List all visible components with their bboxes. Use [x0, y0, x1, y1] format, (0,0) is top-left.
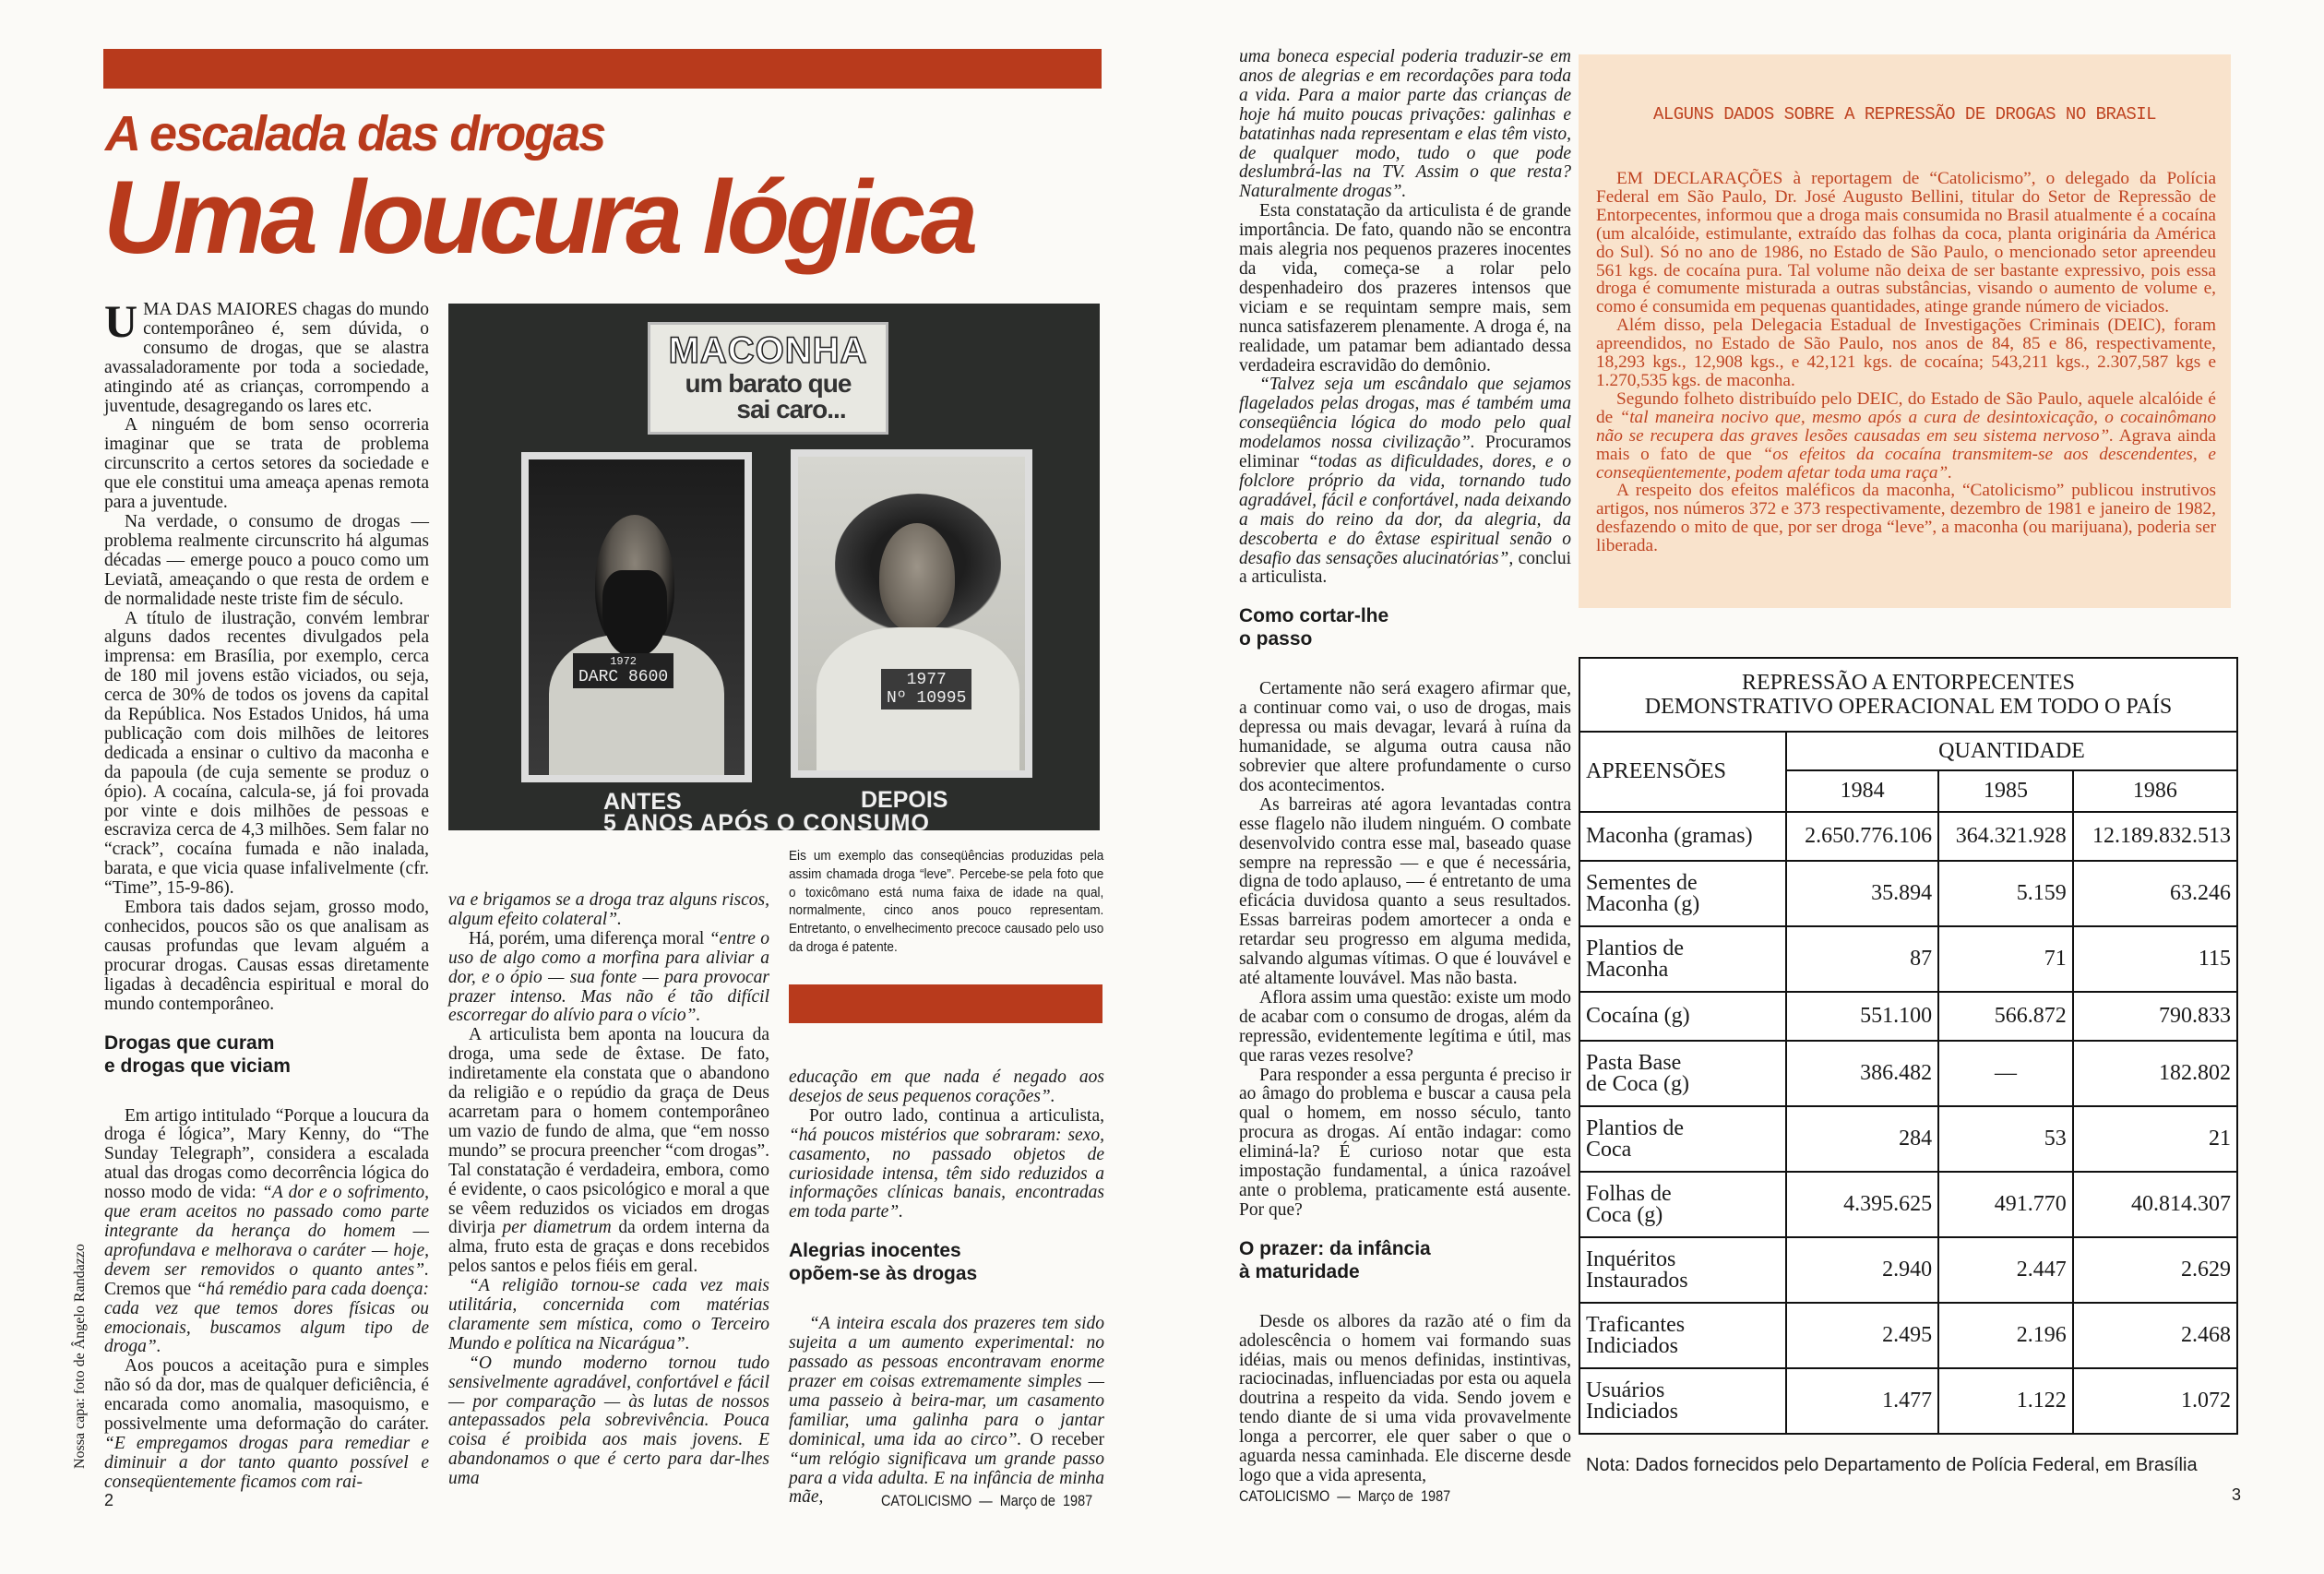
paragraph [104, 1357, 429, 1492]
table-row [1579, 1303, 2237, 1368]
table-row [1579, 992, 2237, 1041]
row-label [1579, 861, 1786, 926]
row-label-line: Pasta Base [1586, 1050, 1682, 1075]
paragraph [448, 930, 769, 1027]
placard-before [573, 653, 673, 688]
paragraph [104, 1107, 429, 1358]
italic-text: “O mundo moderno tornou tudo sensivelmente agradável, confortável e fácil — por comparação — às lutas de nossos antepassados pela sobrevivência. Pouca coisa é proibida aos mais jovens. E abandonamos o que é certo para dar-lhes uma [448, 1353, 769, 1489]
text: O receber [1021, 1429, 1104, 1449]
row-label-line: Coca [1586, 1137, 1632, 1162]
label-after: DEPOIS [861, 787, 948, 813]
italic-text: “A religião tornou-se cada vez mais utilitária, concernida com matérias claramente sem mística, como o Terceiro Mundo e política na Nicarágua”. [448, 1276, 769, 1353]
photo-sign [648, 322, 888, 435]
paragraph [448, 1026, 769, 1277]
cell-value: 551.100 [1786, 992, 1938, 1041]
text: Segundo folheto distribuído pelo DEIC, do Estado de São Paulo, aquele alcalóide é de [1596, 388, 2216, 427]
table-title-line-1: REPRESSÃO A ENTORPECENTES [1742, 671, 2075, 695]
cell-value: 2.650.776.106 [1786, 812, 1938, 861]
text: Drogas que curam [104, 1031, 275, 1054]
page-number-right: 3 [2232, 1485, 2242, 1504]
row-label [1579, 1368, 1786, 1434]
row-label-line: Folhas de [1586, 1181, 1672, 1206]
cell-value: 40.814.307 [2073, 1172, 2237, 1237]
paragraph [789, 1068, 1104, 1107]
table-row [1579, 1041, 2237, 1106]
paragraph [104, 513, 429, 610]
italic-text: “os efeitos da cocaína transmitem-se aos descendentes, e conseqüentemente, podem afetar toda uma raça”. [1596, 444, 2216, 483]
section-heading [104, 1031, 429, 1078]
photo-before-after [448, 304, 1100, 830]
paragraph [1239, 48, 1571, 202]
text: EM DECLARAÇÕES à reportagem de “Catolicismo”, o delegado da Polícia Federal em São Paulo, Dr. José Augusto Bellini, titular do Setor de Repressão de Entorpecentes, informou que a droga mais consumida no Brasil atualmente é a cocaína (um alcalóide, estimulante, extraído das folhas da coca, planta originária da América do Sul). Só no ano de 1986, no Estado de São Paulo, o mencionado setor apreendeu 561 kgs. de cocaína pura. Tal volume não deixa de ser bastante expressivo, pois essa droga é comumente misturada a outras substâncias, visando o aumento de volume e, como é consumida em pequenas quantidades, atinge grande número de viciados. [1596, 169, 2216, 317]
row-label-line: Cocaína (g) [1586, 1004, 1690, 1028]
cell-value: — [1938, 1041, 2073, 1106]
cell-value: 364.321.928 [1938, 812, 2073, 861]
text: As barreiras até agora levantadas contra esse flagelo não iludem ninguém. O combate desenvolvido contra esse mal, baseado quase sempre na repressão — e que é necessária, digna de todo aplauso, — é entretanto de uma eficácia duvidosa quanto a seus resultados. Essas barreiras podem amortecer a onda e retardar seu progresso em alguma medida, salvando algumas vítimas. O que é louvável e até altamente louvável. Mas não basta. [1239, 794, 1571, 988]
cell-value: 2.447 [1938, 1237, 2073, 1303]
text: A articulista bem aponta na loucura da droga, uma sede de êxtase. De fato, indiretamente ela constata que o abandono da religião e o repúdio da graça de Deus acarretam para o homem contemporâneo um vazio de fundo de alma, que “em nosso mundo” se procura preencher “com drogas”. Tal constatação é verdadeira, embora, como é evidente, o caos psicológico e moral a que se vêem reduzidos os viciados em drogas divirja [448, 1025, 769, 1238]
paragraph [448, 1277, 769, 1354]
sidebar-paragraph [1596, 316, 2216, 390]
italic-text: “Talvez seja um escândalo que sejamos flagelados pelas drogas, mas é também uma conseqüência lógica do modo pelo qual modelamos nossa civilização”. [1239, 375, 1571, 453]
row-header: APREENSÕES [1579, 732, 1786, 812]
italic-text: “A inteira escala dos prazeres tem sido sujeita a um aumento experimental: no passado as pessoas encontravam enorme prazer em coisas extremamente simples — uma passeio à beira-mar, um casamento familiar, uma galinha para o jantar dominical, uma ida ao circo”. [789, 1314, 1104, 1449]
portrait-after [791, 449, 1032, 778]
text: conclui a articulista. [1239, 548, 1571, 588]
row-label-line: Instaurados [1586, 1268, 1688, 1293]
paragraph [1239, 989, 1571, 1067]
table-row [1579, 1106, 2237, 1172]
statistics-table-wrapper [1579, 657, 2238, 1476]
paragraph [104, 899, 429, 1014]
paragraph [448, 1354, 769, 1489]
article-title: Uma loucura lógica [103, 160, 974, 275]
article-kicker: A escalada das drogas [105, 106, 605, 161]
row-label [1579, 1237, 1786, 1303]
italic-text: per diametrum [502, 1218, 612, 1238]
text: Na verdade, o consumo de drogas — problema realmente circunscrito há algumas décadas — emerge pouco a pouco como um Leviatã, ameaçando o que resta de ordem e de normalidade neste triste fim de século. [104, 511, 429, 609]
cover-photo-credit: Nossa capa: foto de Ângelo Randazzo [72, 1244, 88, 1469]
italic-text: va e brigamos se a droga traz alguns riscos, algum efeito colateral”. [448, 890, 769, 929]
sidebar-box-title: ALGUNS DADOS SOBRE A REPRESSÃO DE DROGAS NO BRASIL [1652, 104, 2157, 125]
text: Como cortar-lhe [1239, 605, 1389, 627]
sign-line-2: sai caro... [736, 395, 846, 423]
row-label [1579, 812, 1786, 861]
table-row [1579, 1368, 2237, 1434]
cell-value: 790.833 [2073, 992, 2237, 1041]
row-label [1579, 1172, 1786, 1237]
placard-after-year: 1977 [906, 671, 947, 689]
cell-value: 2.196 [1938, 1303, 2073, 1368]
text: MA DAS MAIORES chagas do mundo contemporâneo é, sem dúvida, o consumo de drogas, que se alastra avassaladoramente por toda a sociedade, atingindo até as crianças, corrompendo a juventude, desagregando os lares etc. [104, 300, 429, 416]
sidebar-paragraph [1596, 482, 2216, 555]
text: Aflora assim uma questão: existe um modo de acabar com o consumo de drogas, além da repressão, evidentemente legítima e útil, mas que raras vezes resolve? [1239, 987, 1571, 1066]
sidebar-box [1579, 54, 2231, 608]
year-header: 1984 [1786, 770, 1938, 812]
paragraph [1239, 202, 1571, 376]
cell-value: 63.246 [2073, 861, 2237, 926]
row-label [1579, 926, 1786, 992]
sidebar-paragraph [1596, 170, 2216, 316]
column-right [1239, 48, 1571, 1486]
table-row [1579, 1237, 2237, 1303]
table-row [1579, 926, 2237, 992]
text: Esta constatação da articulista é de grande importância. De fato, quando não se encontra mais alegria nos pequenos prazeres inocentes da vida, começa-se a rolar pelo despenhadeiro dos prazeres intensos que viciam e se requintam sempre mais, sem nunca satisfazerem plenamente. A droga é, na realidade, um patamar bem adiantado dessa verdadeira escravidão do demônio. [1239, 201, 1571, 376]
sidebar-box-body [1596, 170, 2216, 555]
cell-value: 5.159 [1938, 861, 2073, 926]
paragraph [104, 295, 429, 416]
row-label-line: Sementes de [1586, 870, 1698, 895]
row-label-line: de Coca (g) [1586, 1071, 1689, 1096]
row-label-line: Indiciados [1586, 1333, 1678, 1358]
italic-text: “entre o uso de algo como a morfina para aliviar a dor, e o ópio — sua fonte — para provocar prazer intenso. Mas não é tão difícil escorregar do alívio para o vício”. [448, 928, 769, 1026]
row-label [1579, 1303, 1786, 1368]
text: Além disso, pela Delegacia Estadual de Investigações Criminais (DEIC), foram apreendidos, no Estado de São Paulo, nos anos de 84, 85 e 86, respectivamente, 18,293 kgs., 12,908 kgs., e 42,121 kgs. de cocaína; 543,211 kgs., 2.307,587 kgs e 1.270,535 kgs. de maconha. [1596, 316, 2216, 390]
text: Embora tais dados sejam, grosso modo, conhecidos, poucos são os que analisam as causas profundas que levam alguém a procurar drogas. Causas essas diretamente ligadas à decadência espiritual e moral do mundo contemporâneo. [104, 898, 429, 1014]
paragraph [104, 416, 429, 513]
table-row [1579, 812, 2237, 861]
table-title [1579, 658, 2237, 732]
cell-value: 12.189.832.513 [2073, 812, 2237, 861]
text: O prazer: da infância [1239, 1237, 1431, 1259]
year-header: 1985 [1938, 770, 2073, 812]
row-label-line: Coca (g) [1586, 1202, 1663, 1227]
paragraph [1239, 796, 1571, 989]
text: Procuramos eliminar [1239, 433, 1571, 472]
sidebar-paragraph [1596, 390, 2216, 483]
italic-text: “há poucos mistérios que sobraram: sexo, casamento, no passado objetos de curiosidade intensa, têm sido reduzidos a informações clínicas banais, encontradas em toda parte”. [789, 1125, 1104, 1222]
row-label-line: Traficantes [1586, 1312, 1686, 1337]
text: da ordem interna da alma, fruto esta de graças e dons recebidos pelos santos e pelos fiéis em geral. [448, 1218, 770, 1277]
text: o passo [1239, 628, 1313, 650]
italic-text: educação em que nada é negado aos desejos de seus pequenos corações”. [789, 1067, 1104, 1106]
sign-title: MACONHA [668, 330, 868, 371]
placard-after-number: Nº 10995 [887, 689, 967, 708]
table-row [1579, 1172, 2237, 1237]
paragraph [448, 891, 769, 930]
page-number-left: 2 [104, 1491, 114, 1509]
italic-text: “um relógio significava um grande passo para a vida adulta. E na infância de minha mãe, [789, 1449, 1104, 1508]
text: à maturidade [1239, 1260, 1360, 1282]
text: Cremos que [104, 1279, 197, 1299]
text: Certamente não será exagero afirmar que, a continuar como vai, o uso de drogas, mais depressa ou mais devagar, levará à ruína da humanidade, se alguma outra causa não sobrevier que altere profundamente o curso dos acontecimentos. [1239, 679, 1571, 795]
cell-value: 182.802 [2073, 1041, 2237, 1106]
text: Aos poucos a aceitação pura e simples não só da dor, mas de qualquer deficiência, é encarada como anomalia, masoquismo, e possivelmente uma deformação do caráter. [104, 1356, 429, 1435]
section-heading [1239, 604, 1571, 650]
row-label [1579, 992, 1786, 1041]
cell-value: 87 [1786, 926, 1938, 992]
group-header: QUANTIDADE [1786, 732, 2237, 770]
statistics-table [1579, 657, 2238, 1435]
text: Em artigo intitulado “Porque a loucura da droga é lógica”, Mary Kenny, do “The Sunday Telegraph”, considera a escalada atual das drogas como decorrência lógica do nosso modo de vida: [104, 1105, 429, 1203]
italic-text: “há remédio para cada doença: cada vez que temos dores físicas ou emocionais, buscamos algum tipo de droga”. [104, 1279, 429, 1357]
paragraph [1239, 1313, 1571, 1486]
text: Agrava ainda mais o fato de que [1596, 425, 2216, 464]
column-1 [104, 295, 429, 1493]
cell-value: 21 [2073, 1106, 2237, 1172]
row-label-line: Plantios de [1586, 936, 1684, 960]
text: A ninguém de bom senso ocorreria imaginar que se trata de problema circunscrito a certos setores da sociedade e que ele constitui uma ameaça apenas remota para a juventude. [104, 415, 429, 513]
row-label-line: Plantios de [1586, 1115, 1684, 1140]
text: opõem-se às drogas [789, 1263, 978, 1285]
row-label-line: Usuários [1586, 1377, 1665, 1402]
paragraph [1239, 376, 1571, 588]
row-label [1579, 1106, 1786, 1172]
paragraph [104, 610, 429, 900]
placard-after [881, 669, 971, 709]
label-years-after: 5 ANOS APÓS O CONSUMO [603, 810, 930, 830]
cell-value: 1.477 [1786, 1368, 1938, 1434]
section-heading [789, 1239, 1104, 1285]
row-label-line: Indiciados [1586, 1399, 1678, 1424]
placard-before-number: DARC 8600 [578, 668, 669, 686]
row-label-line: Maconha [1586, 957, 1669, 982]
paragraph [1239, 1067, 1571, 1221]
footer-right: CATOLICISMO — Março de 1987 [1239, 1487, 1451, 1505]
cell-value: 53 [1938, 1106, 2073, 1172]
cell-value: 2.629 [2073, 1237, 2237, 1303]
row-label-line: Maconha (gramas) [1586, 824, 1753, 848]
portrait-before [521, 452, 752, 782]
label-before: ANTES [603, 789, 682, 815]
cell-value: 2.495 [1786, 1303, 1938, 1368]
placard-before-year: 1972 [610, 655, 638, 668]
section-heading [1239, 1237, 1571, 1283]
paragraph [1239, 680, 1571, 795]
cell-value: 1.072 [2073, 1368, 2237, 1434]
text: Desde os albores da razão até o fim da adolescência o homem vai formando suas idéias, mais ou menos definidas, instintivas, raciocinadas, influenciadas por esta ou aquela doutrina a respeito da vida. Sendo jovem e tendo diante de si uma vida provavelmente longa a percorrer, ele quer saber o que o aguarda nessa caminhada. Ele discerne desde logo que a vida apresenta, [1239, 1311, 1571, 1485]
cell-value: 115 [2073, 926, 2237, 992]
cell-value: 71 [1938, 926, 2073, 992]
row-label-line: Maconha (g) [1586, 891, 1700, 916]
cell-value: 386.482 [1786, 1041, 1938, 1106]
section-red-bar [789, 984, 1102, 1023]
column-3 [789, 1068, 1104, 1508]
cell-value: 491.770 [1938, 1172, 2073, 1237]
column-2 [448, 891, 769, 1489]
cell-value: 35.894 [1786, 861, 1938, 926]
italic-text: “tal maneira nocivo que, mesmo após a cura de desintoxicação, o cocainômano não se recupera das graves lesões causadas em seu sistema nervoso”. [1596, 407, 2216, 446]
text: Para responder a essa pergunta é preciso ir ao âmago do problema e buscar a causa pela qual o homem, em nosso século, tanto procura as drogas. Aí então indagar: como eliminá-la? É curioso notar que esta impostação fundamental, a única razoável ante o problema, praticamente está ausente. Por que? [1239, 1065, 1571, 1220]
text: Alegrias inocentes [789, 1240, 961, 1262]
row-label [1579, 1041, 1786, 1106]
paragraph [789, 1107, 1104, 1222]
table-title-line-2: DEMONSTRATIVO OPERACIONAL EM TODO O PAÍS [1644, 695, 2173, 719]
italic-text: “E empregamos drogas para remediar e diminuir a dor tanto quanto possível e conseqüentemente ficamos com rai- [104, 1433, 429, 1492]
cell-value: 2.468 [2073, 1303, 2237, 1368]
text: Por outro lado, continua a articulista, [809, 1105, 1104, 1126]
photo-caption: Eis um exemplo das conseqüências produzidas pela assim chamada droga “leve”. Percebe-se pela foto que o toxicômano está numa faixa de idade na qual, normalmente, cinco anos pouco representam. Entretanto, o envelhecimento precoce causado pelo uso da droga é patente. [789, 849, 1104, 955]
text: A título de ilustração, convém lembrar alguns dados recentes divulgados pela imprensa: em Brasília, por exemplo, cerca de 180 mil jovens estão viciados, ou seja, cerca de 30% de todos os jovens da capital da República. Nos Estados Unidos, há uma publicação com dois milhões de leitores dedicada a ensinar o cultivo da maconha e da papoula (de cuja semente se produz o ópio). A cocaína, calcula-se, já foi provada por vinte e dois milhões de pessoas e escraviza cerca de 4,3 milhões. Sem falar no “crack”, cocaína fumada e não inalada, barata, e que vicia quase infalivelmente (cfr. “Time”, 15-9-86). [104, 608, 429, 899]
cell-value: 1.122 [1938, 1368, 2073, 1434]
year-header: 1986 [2073, 770, 2237, 812]
paragraph [789, 1315, 1104, 1508]
cell-value: 284 [1786, 1106, 1938, 1172]
header-red-bar [103, 49, 1102, 89]
italic-text: uma boneca especial poderia traduzir-se em anos de alegrias e em recordações para toda a vida. Para a maior parte das crianças de hoje há muito poucas privações: galinhas e batatinhas nada representam e elas têm visto, de qualquer modo, tudo o que pode deslumbrá-las na TV. Assim o que resta? Naturalmente drogas”. [1239, 47, 1571, 202]
cell-value: 566.872 [1938, 992, 2073, 1041]
italic-text: “A dor e o sofrimento, que eram aceitos no passado como parte integrante da herança do homem — aprofundava e melhorava o caráter — hoje, devem ser removidos o quanto antes”. [104, 1183, 429, 1280]
text: A respeito dos efeitos maléficos da maconha, “Catolicismo” publicou instrutivos artigos, nos números 372 e 373 respectivamente, dezembro de 1981 e janeiro de 1982, desfazendo o mito de que, por ser droga “leve”, a maconha (ou marijuana), poderia ser liberada. [1596, 481, 2216, 556]
row-label-line: Inquéritos [1586, 1246, 1676, 1271]
cell-value: 2.940 [1786, 1237, 1938, 1303]
footer-left: CATOLICISMO — Março de 1987 [881, 1492, 1093, 1509]
table-note: Nota: Dados fornecidos pelo Departamento de Polícia Federal, em Brasília [1586, 1455, 2198, 1475]
table-row [1579, 861, 2237, 926]
drop-cap: U [104, 295, 138, 347]
italic-text: “todas as dificuldades, dores, e o folclore próprio da vida, tornando tudo agradável, fácil e confortável, nada deixando a mais do reino da dor, da alegria, da descoberta e do êxtase espiritual senão o desafio das sensações alucinatórias”, [1239, 452, 1571, 568]
text: Há, porém, uma diferença moral [469, 928, 709, 948]
text: e drogas que viciam [104, 1055, 291, 1077]
cell-value: 4.395.625 [1786, 1172, 1938, 1237]
sign-line-1: um barato que [685, 369, 852, 398]
